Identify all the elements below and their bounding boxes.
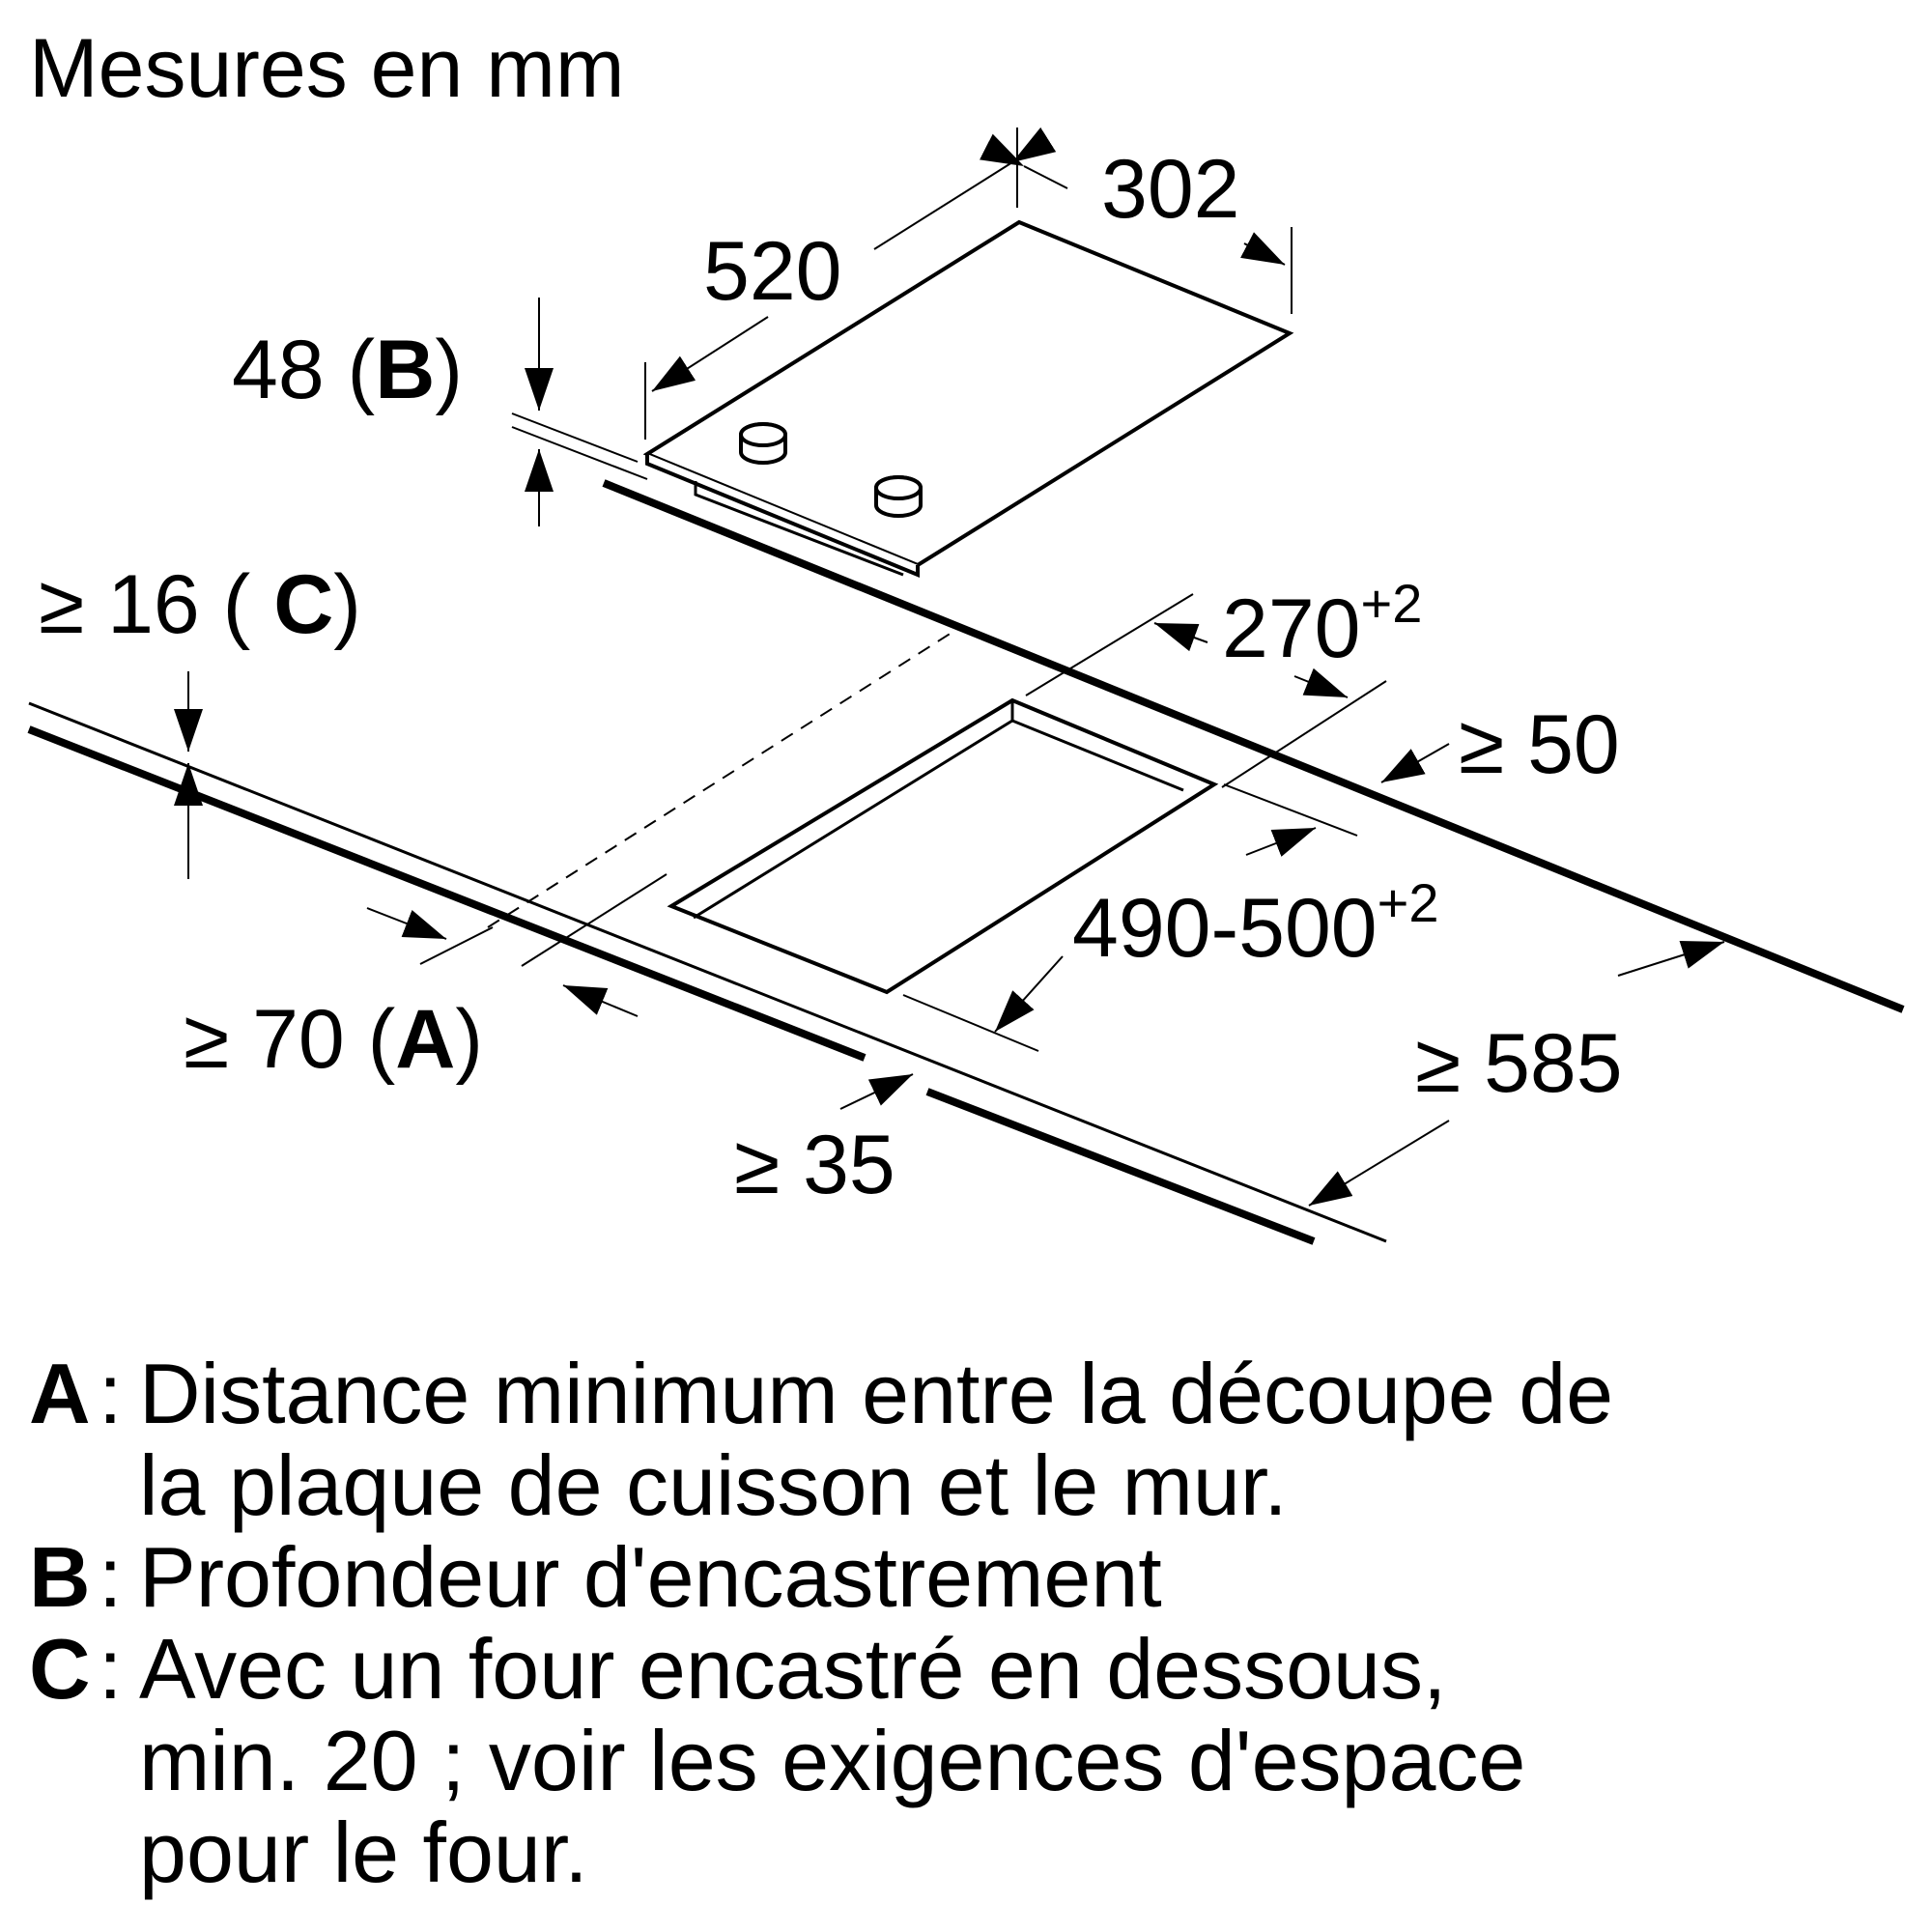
legend-item-b <box>29 1531 1903 1623</box>
legend-key: A <box>29 1346 91 1441</box>
countertop-front-edge-right <box>927 1092 1314 1241</box>
page-title: Mesures en mm <box>29 22 625 115</box>
legend-item-a <box>29 1348 1903 1531</box>
legend-sep: : <box>99 1346 123 1441</box>
legend-text: Avec un four encastré en dessous, min. 20 ; voir les exigences d'espace pour le four. <box>139 1621 1526 1900</box>
legend-item-c <box>29 1623 1903 1898</box>
legend-text: Profondeur d'encastrement <box>139 1529 1162 1625</box>
dim-counter-depth: ≥ 585 <box>1415 1017 1623 1110</box>
legend <box>29 1348 1903 1898</box>
knob-right-icon <box>876 477 921 516</box>
legend-key: C <box>29 1621 91 1717</box>
legend-key: B <box>29 1529 91 1625</box>
legend-text: Distance minimum entre la découpe de la plaque de cuisson et le mur. <box>139 1346 1614 1533</box>
dim-min-c: ≥ 16 ( C) <box>39 558 361 651</box>
dim-wall-distance: ≥ 70 (A) <box>184 993 484 1086</box>
dim-right-margin: ≥ 50 <box>1459 698 1620 791</box>
dim-cutout-depth: $490-500^{+2}$ <box>1072 872 1439 975</box>
dim-cutout-width: $270^{+2}$ <box>1222 573 1423 675</box>
dim-depth-b: 48 (B) <box>232 324 463 416</box>
dim-hob-width: 302 <box>1101 143 1240 236</box>
dim-hob-depth: 520 <box>703 225 842 318</box>
legend-sep: : <box>99 1529 123 1625</box>
legend-sep: : <box>99 1621 123 1717</box>
knob-left-icon <box>741 424 785 463</box>
dim-front-margin: ≥ 35 <box>734 1119 895 1211</box>
